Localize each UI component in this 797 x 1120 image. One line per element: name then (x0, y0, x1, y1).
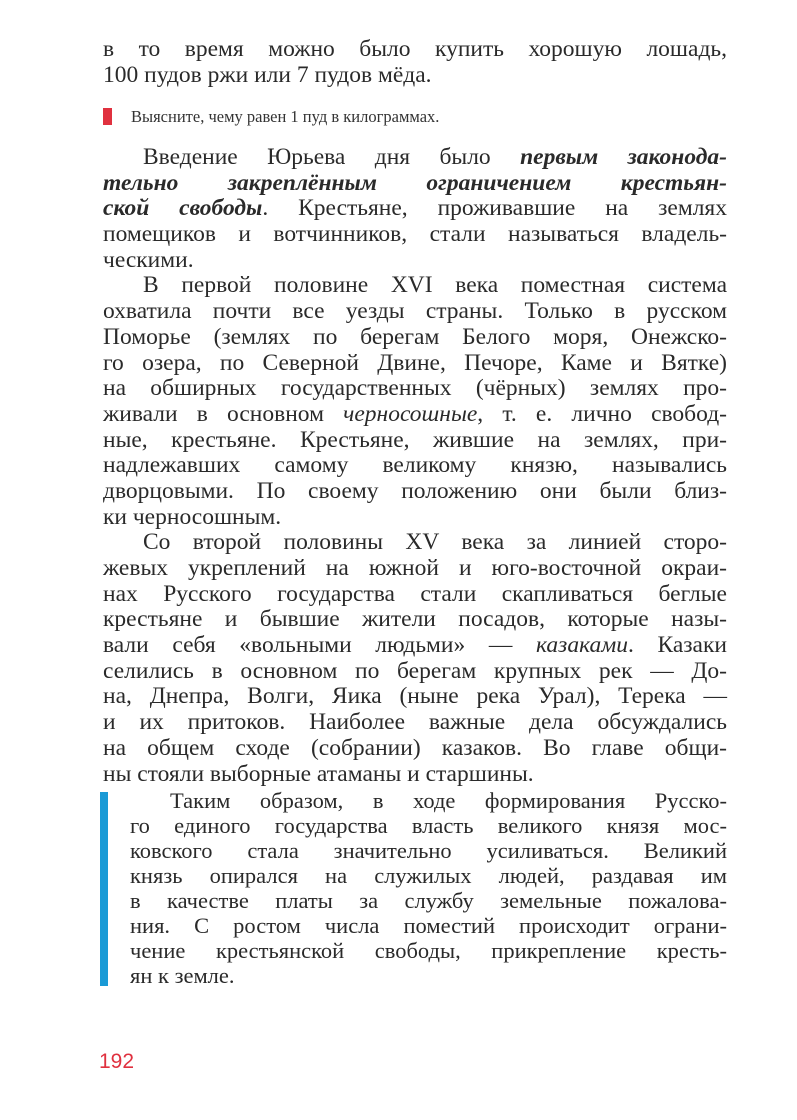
text-line (103, 530, 727, 556)
text-line (103, 556, 727, 582)
text-segment: ян к земле. (130, 963, 235, 988)
text-line (103, 479, 727, 505)
summary-box (130, 788, 727, 988)
text-line (103, 325, 727, 351)
text-line (103, 582, 727, 608)
text-segment: и их притоков. Наиболее важные дела обсуждались (103, 709, 727, 736)
text-line (130, 813, 727, 838)
text-segment: ки черносошным. (103, 503, 282, 530)
text-segment: 100 пудов ржи или 7 пудов мёда. (103, 61, 432, 88)
text-segment: ные, крестьяне. Крестьяне, жившие на землях, при- (103, 426, 727, 453)
text-line (103, 196, 727, 222)
italic-term: черносошные (343, 400, 478, 427)
text-segment: жевых укреплений на южной и юго-восточной окраи- (103, 555, 727, 581)
text-line (103, 222, 727, 248)
text-segment: го озера, по Северной Двине, Печоре, Каме и Вятке) (103, 349, 727, 376)
text-segment: помещиков и вотчинников, стали называться владель- (103, 221, 727, 248)
text-line (130, 938, 727, 963)
text-segment: князь опирался на служилых людей, раздавая им (130, 863, 727, 888)
text-line (103, 736, 727, 762)
text-line (130, 838, 727, 863)
text-line (103, 171, 727, 197)
text-segment: на обширных государственных (чёрных) землях про- (103, 375, 727, 402)
text-line (103, 63, 727, 89)
text-segment: ковского стала значительно усиливаться. Великий (130, 838, 727, 863)
text-segment: нах Русского государства стали скапливаться беглые (103, 580, 727, 607)
text-segment: дворцовыми. По своему положению они были близ- (103, 477, 727, 504)
emphasized-term: ской свободы (103, 195, 263, 222)
summary-accent-bar (100, 792, 108, 986)
text-segment: , т. е. лично свобод- (477, 400, 727, 427)
task-text: Выясните, чему равен 1 пуд в килограммах. (131, 107, 440, 126)
text-segment: ческими. (103, 246, 194, 273)
text-line (130, 788, 727, 813)
text-line (103, 376, 727, 402)
text-segment: на общем сходе (собрании) казаков. Во главе общи- (103, 734, 727, 761)
text-line (103, 684, 727, 710)
text-segment: вали себя «вольными людьми» — (103, 632, 536, 659)
text-line (103, 248, 727, 274)
text-segment: живали в основном (103, 400, 344, 427)
text-segment: Введение Юрьева дня было (143, 144, 521, 170)
text-segment: чение крестьянской свободы, прикрепление кресть- (130, 938, 727, 963)
text-segment: в качестве платы за службу земельные пожалова- (130, 888, 727, 913)
text-line (103, 37, 727, 63)
text-segment: ния. С ростом числа поместий происходит ограни- (130, 913, 727, 938)
text-segment: на, Днепра, Волги, Яика (ныне река Урал), Терека — (103, 683, 727, 710)
emphasized-term: тельно закреплённым ограничением крестьян- (103, 169, 727, 196)
text-segment: в то время можно было купить хорошую лошадь, (103, 36, 727, 62)
page-number: 192 (99, 1050, 135, 1073)
text-line (103, 710, 727, 736)
text-line (103, 453, 727, 479)
intro-text (103, 37, 727, 88)
text-line (103, 299, 727, 325)
text-line (103, 428, 727, 454)
text-segment: селились в основном по берегам крупных рек — До- (103, 657, 727, 684)
text-segment: . Крестьяне, проживавшие на землях (262, 195, 727, 222)
task-marker-icon (103, 108, 112, 125)
text-segment: го единого государства власть великого князя мос- (130, 813, 727, 838)
main-text (103, 145, 727, 787)
text-line (103, 762, 727, 788)
text-segment: В первой половине XVI века поместная система (143, 272, 727, 299)
text-line (130, 863, 727, 888)
text-segment: ны стояли выборные атаманы и старшины. (103, 760, 534, 787)
text-line (130, 888, 727, 913)
text-line (103, 505, 727, 531)
text-segment: надлежавших самому великому князю, назывались (103, 452, 727, 479)
text-line (130, 913, 727, 938)
text-segment: Поморье (землях по берегам Белого моря, Онежско- (103, 323, 727, 350)
text-line (103, 351, 727, 377)
text-line (103, 633, 727, 659)
text-line (103, 402, 727, 428)
text-line (103, 607, 727, 633)
text-segment: Таким образом, в ходе формирования Русско- (170, 788, 727, 813)
text-segment: охватила почти все уезды страны. Только в русском (103, 298, 727, 325)
text-line (103, 273, 727, 299)
text-line (103, 145, 727, 171)
text-segment: . Казаки (627, 632, 727, 659)
italic-term: казаками (536, 632, 628, 659)
text-segment: Со второй половины XV века за линией сторо- (143, 529, 727, 556)
emphasized-term: первым законода- (520, 144, 727, 170)
text-line (130, 963, 727, 988)
text-line (103, 659, 727, 685)
text-segment: крестьяне и бывшие жители посадов, которые назы- (103, 606, 727, 633)
